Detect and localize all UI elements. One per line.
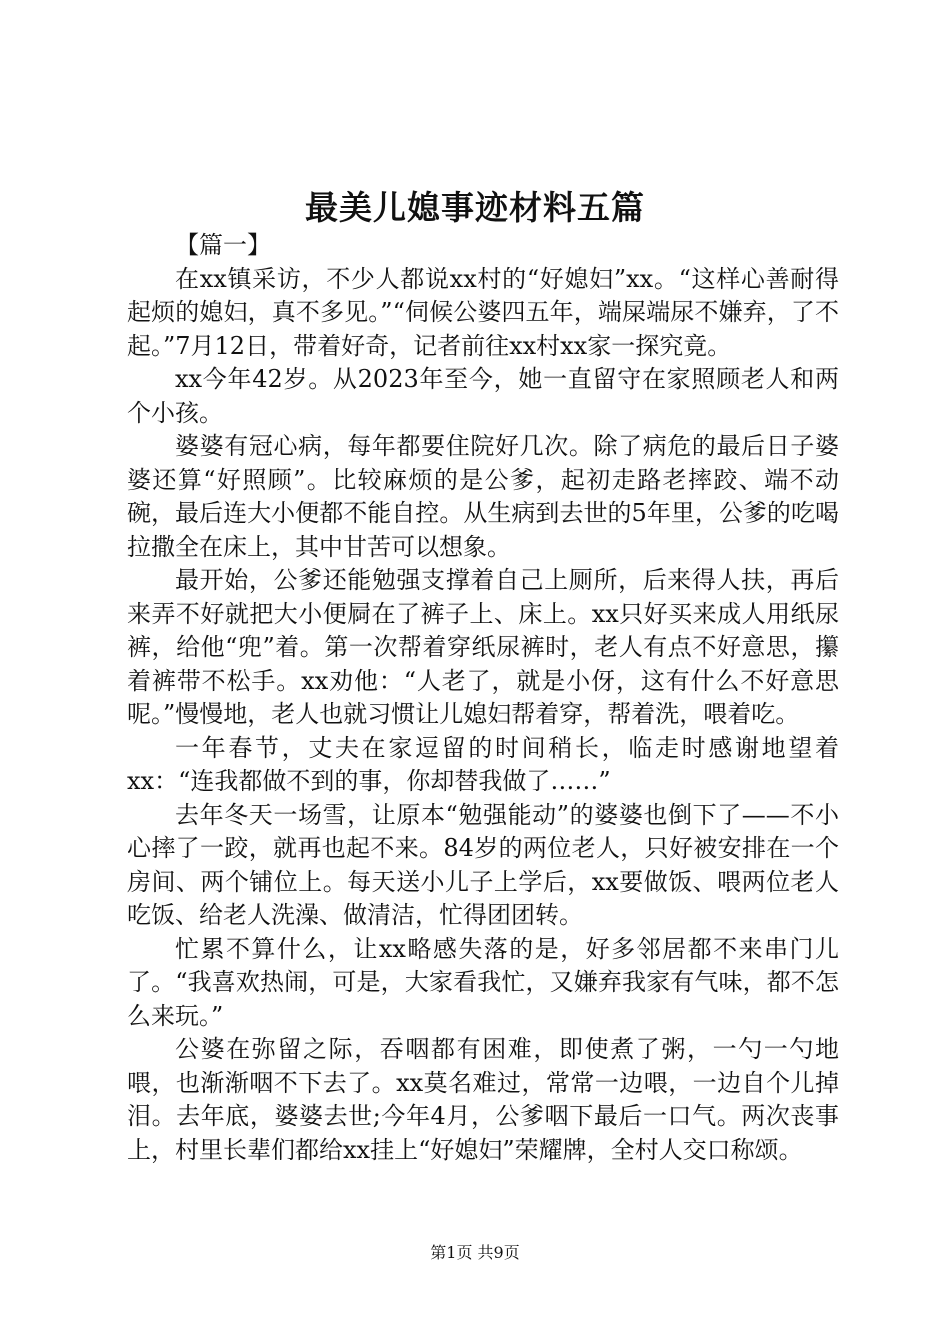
paragraph-6: 去年冬天一场雪，让原本“勉强能动”的婆婆也倒下了——不小心摔了一跤，就再也起不来。84岁的两位老人，只好被安排在一个房间、两个铺位上。每天送小儿子上学后，xx要做饭、喂两位老人吃饭、给老人洗澡、做清洁，忙得团团转。 [127, 800, 839, 929]
page-footer: 第1页 共9页 [430, 1243, 520, 1262]
document-body [127, 229, 839, 1167]
paragraph-2: xx今年42岁。从2023年至今，她一直留守在家照顾老人和两个小孩。 [127, 365, 839, 427]
paragraph-8: 公婆在弥留之际，吞咽都有困难，即使煮了粥，一勺一勺地喂，也渐渐咽不下去了。xx莫名难过，常常一边喂，一边自个儿掉泪。去年底，婆婆去世;今年4月，公爹咽下最后一口气。两次丧事上，村里长辈们都给xx挂上“好媳妇”荣耀牌，全村人交口称颂。 [127, 1035, 839, 1164]
paragraph-1: 在xx镇采访，不少人都说xx村的“好媳妇”xx。“这样心善耐得起烦的媳妇，真不多见。”“伺候公婆四五年，端屎端尿不嫌弃，了不起。”7月12日，带着好奇，记者前往xx村xx家一探究竟。 [127, 264, 839, 360]
document-title: 最美儿媳事迹材料五篇 [305, 188, 645, 227]
paragraph-4: 最开始，公爹还能勉强支撑着自己上厕所，后来得人扶，再后来弄不好就把大小便屙在了裤子上、床上。xx只好买来成人用纸尿裤，给他“兜”着。第一次帮着穿纸尿裤时，老人有点不好意思，攥着裤带不松手。xx劝他：“人老了，就是小伢，这有什么不好意思呢。”慢慢地，老人也就习惯让儿媳妇帮着穿，帮着洗，喂着吃。 [127, 566, 839, 728]
paragraph-5: 一年春节，丈夫在家逗留的时间稍长，临走时感谢地望着xx：“连我都做不到的事，你却替我做了……” [127, 733, 839, 795]
paragraph-7: 忙累不算什么，让xx略感失落的是，好多邻居都不来串门儿了。“我喜欢热闹，可是，大家看我忙，又嫌弃我家有气味，都不怎么来玩。” [127, 934, 839, 1030]
paragraph-3: 婆婆有冠心病，每年都要住院好几次。除了病危的最后日子婆婆还算“好照顾”。比较麻烦的是公爹，起初走路老摔跤、端不动碗，最后连大小便都不能自控。从生病到去世的5年里，公爹的吃喝拉撒全在床上，其中甘苦可以想象。 [127, 432, 839, 561]
section-label: 【篇一】 [175, 231, 271, 259]
